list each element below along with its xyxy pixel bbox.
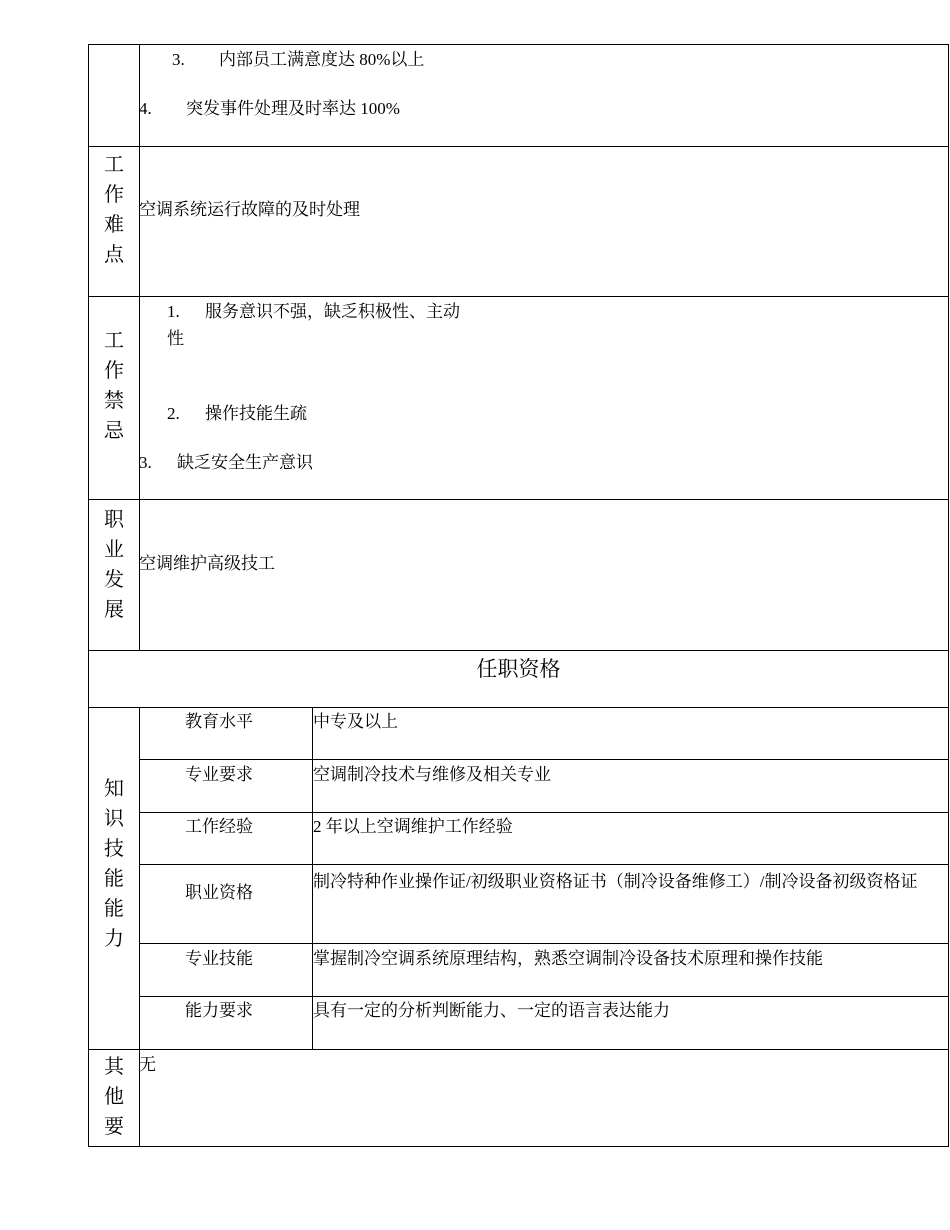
taboo-item-num: 2. [167, 404, 180, 423]
knowledge-key: 专业要求 [185, 765, 253, 784]
performance-item-text: 突发事件处理及时率达 100% [186, 99, 400, 118]
career-text: 空调维护高级技工 [139, 554, 275, 573]
taboo-label: 工 作 禁 忌 [104, 330, 124, 442]
knowledge-key: 能力要求 [185, 1001, 253, 1020]
other-label: 其 他 要 [104, 1056, 124, 1138]
difficulty-label: 工 作 难 点 [104, 154, 124, 266]
performance-item-text: 内部员工满意度达 80%以上 [219, 50, 425, 69]
taboo-item-num: 1. [167, 302, 180, 321]
taboo-item-num: 3. [139, 453, 152, 472]
taboo-item-text: 操作技能生疏 [205, 404, 307, 423]
taboo-item-text: 服务意识不强，缺乏积极性、主动 [205, 302, 460, 321]
knowledge-value: 空调制冷技术与维修及相关专业 [313, 765, 551, 784]
knowledge-key: 职业资格 [185, 883, 253, 902]
knowledge-value: 中专及以上 [313, 712, 398, 731]
difficulty-text: 空调系统运行故障的及时处理 [139, 200, 360, 219]
performance-item-num: 4. [139, 99, 152, 118]
other-text: 无 [139, 1055, 156, 1074]
taboo-item-text: 缺乏安全生产意识 [177, 453, 313, 472]
knowledge-value: 掌握制冷空调系统原理结构，熟悉空调制冷设备技术原理和操作技能 [313, 949, 823, 968]
taboo-item-text-cont: 性 [167, 329, 184, 348]
knowledge-label: 知 识 技 能 能 力 [104, 778, 124, 950]
knowledge-value: 2 年以上空调维护工作经验 [313, 817, 513, 836]
career-label: 职 业 发 展 [104, 509, 124, 621]
knowledge-value: 具有一定的分析判断能力、一定的语言表达能力 [313, 1001, 670, 1020]
knowledge-key: 教育水平 [185, 712, 253, 731]
performance-item-num: 3. [172, 50, 185, 69]
knowledge-key: 工作经验 [185, 817, 253, 836]
knowledge-key: 专业技能 [185, 949, 253, 968]
knowledge-value: 制冷特种作业操作证/初级职业资格证书（制冷设备维修工）/制冷设备初级资格证 [313, 872, 918, 891]
qualification-title: 任职资格 [476, 657, 561, 681]
